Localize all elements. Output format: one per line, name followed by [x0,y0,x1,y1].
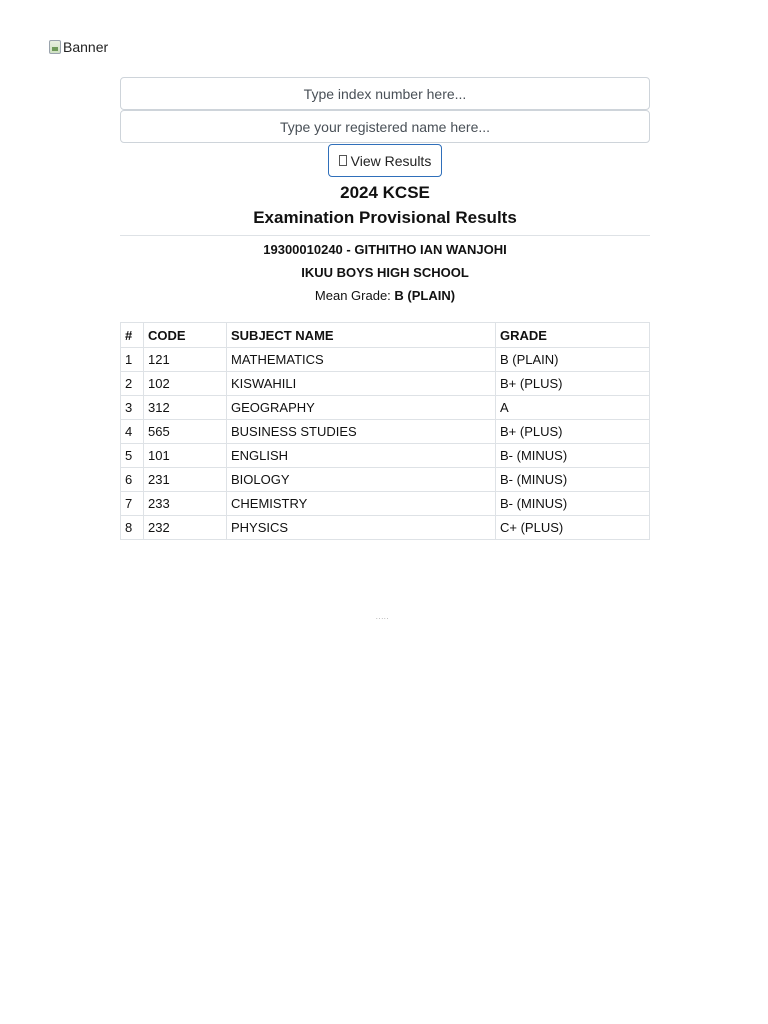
subject-code: 232 [144,516,227,540]
subject-name: CHEMISTRY [227,492,496,516]
school-name: IKUU BOYS HIGH SCHOOL [301,265,469,280]
subject-code: 102 [144,372,227,396]
subject-grade: A [496,396,650,420]
candidate-name: GITHITHO IAN WANJOHI [354,242,507,257]
exam-year-title: 2024 KCSE [340,183,430,202]
table-row [121,516,650,540]
table-row [121,372,650,396]
candidate-line [120,238,650,261]
row-number: 1 [121,348,144,372]
registered-name-input[interactable] [120,110,650,143]
index-number-input[interactable] [120,77,650,110]
table-row [121,468,650,492]
table-row [121,396,650,420]
subject-grade: B+ (PLUS) [496,420,650,444]
table-row [121,420,650,444]
candidate-separator: - [342,242,355,257]
row-number: 2 [121,372,144,396]
subject-code: 231 [144,468,227,492]
subject-name: MATHEMATICS [227,348,496,372]
subject-code: 121 [144,348,227,372]
subject-name: ENGLISH [227,444,496,468]
subject-name: BIOLOGY [227,468,496,492]
banner-image [49,39,108,55]
subject-grade: B+ (PLUS) [496,372,650,396]
subject-name: KISWAHILI [227,372,496,396]
subject-grade: B- (MINUS) [496,468,650,492]
footer-mark: ..... [376,615,390,621]
subject-code: 565 [144,420,227,444]
header-number: # [121,323,144,348]
divider [120,235,650,236]
table-row [121,444,650,468]
row-number: 3 [121,396,144,420]
row-number: 7 [121,492,144,516]
subject-grade: B- (MINUS) [496,444,650,468]
banner-alt-text: Banner [63,39,109,55]
table-row [121,348,650,372]
subject-name: GEOGRAPHY [227,396,496,420]
table-row [121,492,650,516]
button-row [120,144,650,177]
table-header-row [121,323,650,348]
mean-grade-value: B (PLAIN) [394,288,456,303]
mean-grade-line [120,284,650,307]
header-code: CODE [144,323,227,348]
subject-grade: B- (MINUS) [496,492,650,516]
missing-glyph-icon [339,155,347,166]
view-results-label: View Results [350,152,432,169]
subject-name: PHYSICS [227,516,496,540]
row-number: 8 [121,516,144,540]
subject-grade: C+ (PLUS) [496,516,650,540]
row-number: 6 [121,468,144,492]
view-results-button[interactable] [328,144,442,177]
header-subject-name: SUBJECT NAME [227,323,496,348]
subject-grade: B (PLAIN) [496,348,650,372]
row-number: 5 [121,444,144,468]
mean-grade-label: Mean Grade: [314,288,395,303]
results-table [120,322,650,540]
row-number: 4 [121,420,144,444]
header-grade: GRADE [496,323,650,348]
results-form-container [120,77,650,307]
subject-code: 312 [144,396,227,420]
candidate-index-number: 19300010240 [263,242,343,257]
subject-code: 101 [144,444,227,468]
exam-results-title: Examination Provisional Results [253,208,517,227]
subject-code: 233 [144,492,227,516]
subject-name: BUSINESS STUDIES [227,420,496,444]
broken-image-icon [49,40,61,54]
